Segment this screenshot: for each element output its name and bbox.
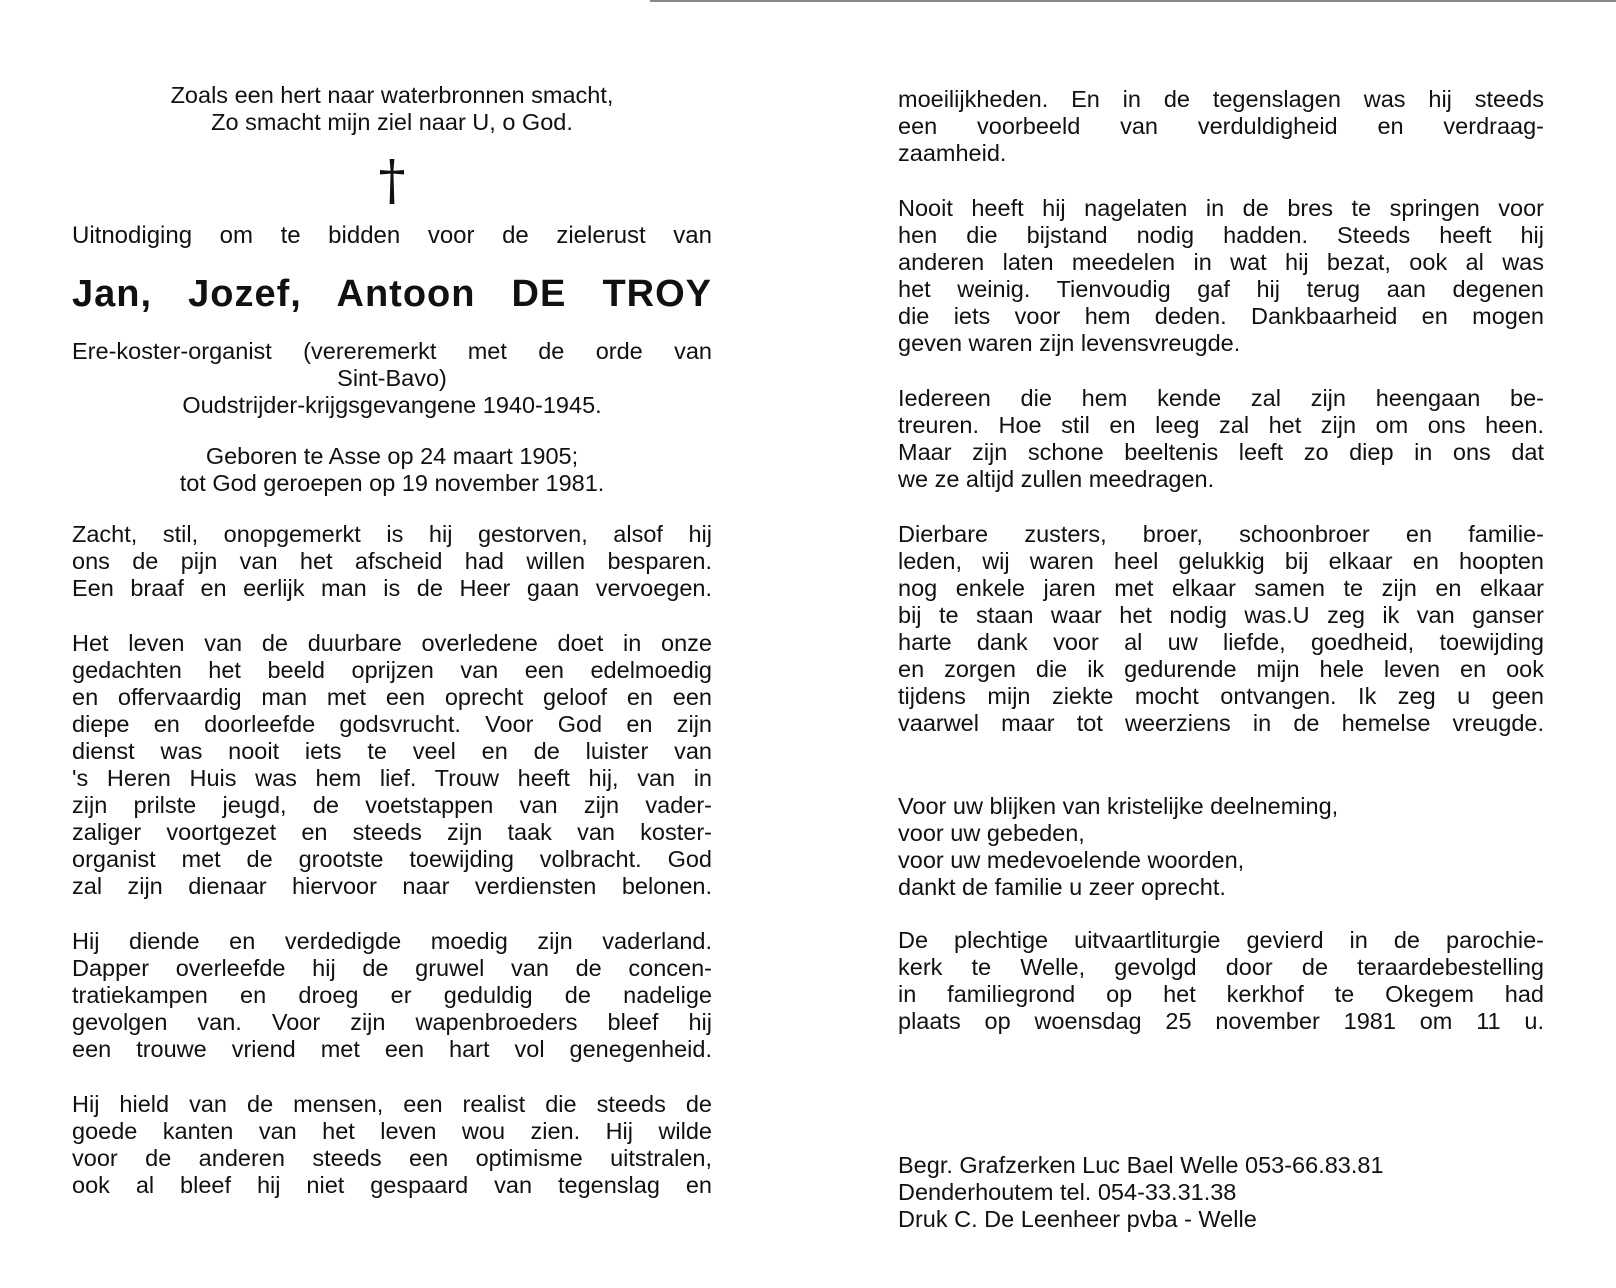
title-line: Sint-Bavo) — [337, 365, 447, 391]
text-line: ook al bleef hij niet gespaard van tegenslag en — [72, 1172, 712, 1198]
text-line: Voor uw blijken van kristelijke deelneming, — [898, 793, 1339, 819]
text-line: Nooit heeft hij nagelaten in de bres te springen voor — [898, 195, 1544, 221]
text-line: Hij diende en verdedigde moedig zijn vaderland. — [72, 928, 712, 954]
paragraph — [898, 385, 1544, 493]
title-line: Ere-koster-organist (vereremerkt met de orde van — [72, 338, 712, 364]
text-line: en offervaardig man met een oprecht geloof en een — [72, 684, 712, 710]
text-line: voor uw gebeden, — [898, 820, 1085, 846]
text-line: Dapper overleefde hij de gruwel van de concen- — [72, 955, 712, 981]
text-line: Maar zijn schone beeltenis leeft zo diep in ons dat — [898, 439, 1544, 465]
verse-line: Zo smacht mijn ziel naar U, o God. — [211, 109, 573, 135]
text-line: een voorbeeld van verduldigheid en verdraag- — [898, 113, 1544, 139]
text-line: die iets voor hem deden. Dankbaarheid en mogen — [898, 303, 1544, 329]
text-line: Een braaf en eerlijk man is de Heer gaan vervoegen. — [72, 575, 712, 601]
text-line: en zorgen die ik gedurende mijn hele leven en ook — [898, 656, 1544, 682]
text-line: het weinig. Tienvoudig gaf hij terug aan degenen — [898, 276, 1544, 302]
text-line: zijn prilste jeugd, de voetstappen van zijn vader- — [72, 792, 712, 818]
text-line: bij te staan waar het nodig was.U zeg ik van ganser — [898, 602, 1544, 628]
text-line: vaarwel maar tot weerziens in de hemelse vreugde. — [898, 710, 1544, 736]
text-line: tratiekampen en droeg er geduldig de nadelige — [72, 982, 712, 1008]
death-date: tot God geroepen op 19 november 1981. — [179, 470, 605, 496]
verse-line: Zoals een hert naar waterbronnen smacht, — [170, 82, 614, 108]
deceased-titles — [72, 338, 712, 419]
birth-date: Geboren te Asse op 24 maart 1905; — [205, 443, 579, 469]
text-line: een trouwe vriend met een hart vol genegenheid. — [72, 1036, 712, 1062]
text-line: dankt de familie u zeer oprecht. — [898, 874, 1226, 900]
life-dates — [72, 443, 712, 497]
text-line: hen die bijstand nodig hadden. Steeds heeft hij — [898, 222, 1544, 248]
text-line: in familiegrond op het kerkhof te Okegem had — [898, 981, 1544, 1007]
text-line: plaats op woensdag 25 november 1981 om 11 u. — [898, 1008, 1544, 1034]
text-line: gedachten het beeld oprijzen van een edelmoedig — [72, 657, 712, 683]
text-line: voor de anderen steeds een optimisme uitstralen, — [72, 1145, 712, 1171]
text-line: tijdens mijn ziekte mocht ontvangen. Ik zeg u geen — [898, 683, 1544, 709]
cross-icon: † — [378, 149, 406, 212]
credit-line: Druk C. De Leenheer pvba - Welle — [898, 1206, 1257, 1232]
opening-verse — [72, 82, 712, 136]
right-column — [898, 86, 1544, 1035]
deceased-name: Jan, Jozef, Antoon DE TROY — [72, 273, 712, 315]
paragraph — [72, 521, 712, 602]
text-line: anderen laten meedelen in wat hij bezat, ook al was — [898, 249, 1544, 275]
text-line: goede kanten van het leven wou zien. Hij wilde — [72, 1118, 712, 1144]
text-line: voor uw medevoelende woorden, — [898, 847, 1245, 873]
text-line: treuren. Hoe stil en leeg zal het zijn om ons heen. — [898, 412, 1544, 438]
text-line: zal zijn dienaar hiervoor naar verdiensten belonen. — [72, 873, 712, 899]
text-line: harte dank voor al uw liefde, goedheid, toewijding — [898, 629, 1544, 655]
invitation-text: Uitnodiging om te bidden voor de zielerust van — [72, 222, 712, 249]
text-line: leden, wij waren heel gelukkig bij elkaar en hoopten — [898, 548, 1544, 574]
text-line: kerk te Welle, gevolgd door de teraardebestelling — [898, 954, 1544, 980]
text-line: we ze altijd zullen meedragen. — [898, 466, 1215, 492]
paragraph — [72, 630, 712, 900]
text-line: dienst was nooit iets te veel en de luister van — [72, 738, 712, 764]
left-column — [72, 82, 712, 1199]
text-line: organist met de grootste toewijding volbracht. God — [72, 846, 712, 872]
text-line: moeilijkheden. En in de tegenslagen was hij steeds — [898, 86, 1544, 112]
text-line: Iedereen die hem kende zal zijn heengaan be- — [898, 385, 1544, 411]
paragraph — [898, 86, 1544, 167]
text-line: Het leven van de duurbare overledene doet in onze — [72, 630, 712, 656]
title-line: Oudstrijder-krijgsgevangene 1940-1945. — [182, 392, 602, 418]
credit-line: Begr. Grafzerken Luc Bael Welle 053-66.83.81 — [898, 1152, 1384, 1178]
text-line: De plechtige uitvaartliturgie gevierd in de parochie- — [898, 927, 1544, 953]
text-line: zaliger voortgezet en steeds zijn taak van koster- — [72, 819, 712, 845]
paragraph — [72, 1091, 712, 1199]
funeral-liturgy — [898, 927, 1544, 1035]
text-line: ons de pijn van het afscheid had willen besparen. — [72, 548, 712, 574]
paragraph — [898, 195, 1544, 357]
family-thanks — [898, 793, 1544, 901]
text-line: Zacht, stil, onopgemerkt is hij gestorven, alsof hij — [72, 521, 712, 547]
paragraph — [898, 521, 1544, 737]
printer-credits — [898, 1152, 1518, 1233]
text-line: 's Heren Huis was hem lief. Trouw heeft hij, van in — [72, 765, 712, 791]
text-line: nog enkele jaren met elkaar samen te zijn en elkaar — [898, 575, 1544, 601]
text-line: diepe en doorleefde godsvrucht. Voor God en zijn — [72, 711, 712, 737]
text-line: zaamheid. — [898, 140, 1007, 166]
text-line: gevolgen van. Voor zijn wapenbroeders bleef hij — [72, 1009, 712, 1035]
text-line: Dierbare zusters, broer, schoonbroer en familie- — [898, 521, 1544, 547]
text-line: geven waren zijn levensvreugde. — [898, 330, 1241, 356]
credit-line: Denderhoutem tel. 054-33.31.38 — [898, 1179, 1237, 1205]
paragraph — [72, 928, 712, 1063]
top-edge-line — [650, 0, 1616, 2]
text-line: Hij hield van de mensen, een realist die steeds de — [72, 1091, 712, 1117]
